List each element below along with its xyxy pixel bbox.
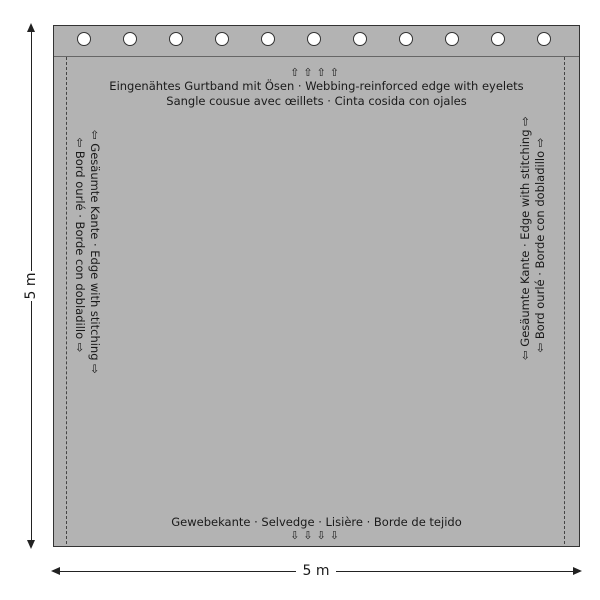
- left-stitch-line: [66, 57, 67, 544]
- width-dimension-label: 5 m: [296, 561, 336, 581]
- arrow-left-icon: [51, 567, 60, 575]
- eyelet: [537, 32, 551, 46]
- eyelet: [445, 32, 459, 46]
- bottom-edge-line1: Gewebekante · Selvedge · Lisière · Borde de tejido: [171, 515, 462, 529]
- up-arrows-icon: ⇧⇧⇧⇧: [290, 66, 343, 79]
- eyelet: [261, 32, 275, 46]
- webbing-strip: [54, 26, 579, 57]
- down-arrows-icon: ⇩⇩⇩⇩: [290, 529, 343, 542]
- eyelet: [77, 32, 91, 46]
- eyelet: [491, 32, 505, 46]
- eyelet: [169, 32, 183, 46]
- bottom-edge-label: [54, 515, 579, 542]
- top-edge-line1: Eingenähtes Gurtband mit Ösen · Webbing-reinforced edge with eyelets: [109, 79, 524, 93]
- left-edge-label: [72, 130, 102, 374]
- right-edge-label: [518, 116, 548, 360]
- right-edge-line1: ⇦ Gesäumte Kante · Edge with stitching ⇨: [518, 116, 532, 360]
- eyelet: [215, 32, 229, 46]
- curtain-panel: [53, 25, 580, 547]
- arrow-down-icon: [27, 540, 35, 549]
- left-edge-line2: ⇦ Bord ourlé · Borde con dobladillo ⇨: [73, 137, 87, 353]
- height-dimension-label: 5 m: [23, 272, 39, 300]
- top-edge-label: [54, 67, 579, 109]
- arrow-right-icon: [573, 567, 582, 575]
- eyelet: [123, 32, 137, 46]
- top-edge-line2: Sangle cousue avec œillets · Cinta cosida con ojales: [166, 94, 467, 108]
- arrow-up-icon: [27, 23, 35, 32]
- right-edge-line2: ⇦ Bord ourlé · Borde con dobladillo ⇨: [533, 137, 547, 353]
- eyelet: [353, 32, 367, 46]
- eyelet: [399, 32, 413, 46]
- eyelet: [307, 32, 321, 46]
- left-edge-line1: ⇦ Gesäumte Kante · Edge with stitching ⇨: [88, 130, 102, 374]
- right-stitch-line: [564, 57, 565, 544]
